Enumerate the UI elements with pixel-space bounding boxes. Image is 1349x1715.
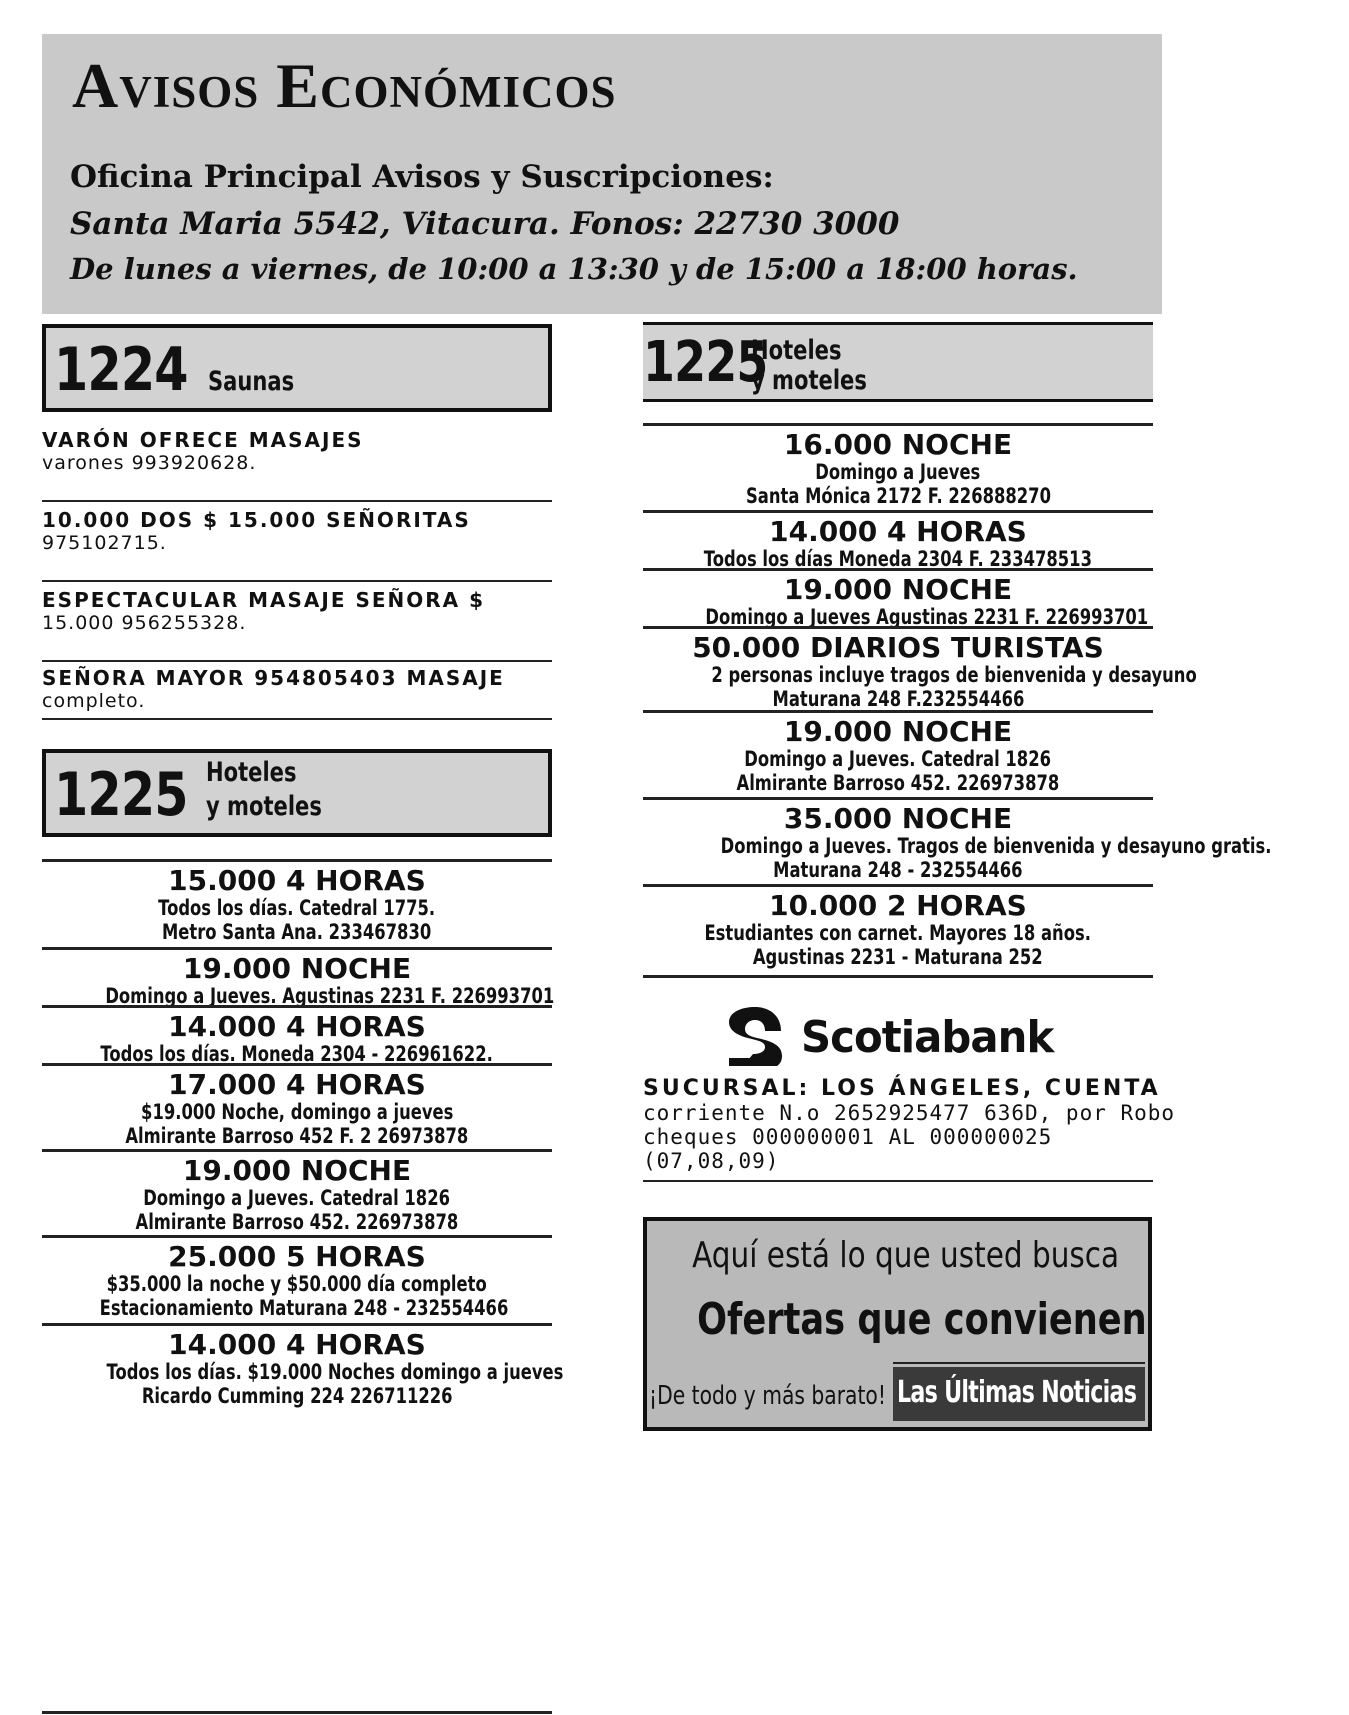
- promo-box: [643, 1217, 1152, 1431]
- ad-title: 19.000 NOCHE: [783, 715, 1013, 748]
- ad-title: 25.000 5 HORAS: [168, 1240, 426, 1273]
- ad-line: Estacionamiento Maturana 248 - 232554466: [99, 1296, 509, 1320]
- ad-line: Domingo a Jueves. Catedral 1826: [143, 1186, 451, 1210]
- ad-title: 50.000 DIARIOS TURISTAS: [692, 631, 1104, 664]
- ad-heading: ESPECTACULAR MASAJE SEÑORA $: [42, 588, 486, 612]
- section-number: 1225: [54, 760, 188, 830]
- section-label: Saunas: [208, 366, 295, 397]
- ad-line: Santa Mónica 2172 F. 226888270: [745, 484, 1051, 508]
- promo-slogan: Ofertas que convienen: [697, 1294, 1147, 1345]
- ad-title: 19.000 NOCHE: [182, 1154, 412, 1187]
- ad-line: Maturana 248 - 232554466: [773, 858, 1023, 882]
- ad-line: Todos los días. Moneda 2304 - 226961622.: [100, 1042, 494, 1066]
- hotel-ads-left: [42, 859, 564, 1715]
- hotel-ad: [643, 884, 1153, 975]
- hotel-ad: [643, 797, 1272, 884]
- scotiabank-s-logo-icon: [725, 1004, 785, 1066]
- ad-line: Todos los días. $19.000 Noches domingo a jueves: [106, 1360, 564, 1384]
- ad-line: Maturana 248 F.232554466: [772, 687, 1024, 711]
- section-header-hoteles: [42, 749, 552, 837]
- ad-heading: VARÓN OFRECE MASAJES: [42, 428, 364, 452]
- hotel-ads-right: [643, 423, 1272, 979]
- ad-line: Metro Santa Ana. 233467830: [162, 920, 432, 944]
- ad-line: 2 personas incluye tragos de bienvenida y desayuno: [711, 663, 1197, 687]
- divider: [643, 975, 1153, 978]
- classified-ad: [42, 658, 552, 720]
- section-label: y moteles: [206, 791, 322, 822]
- ad-line: Almirante Barroso 452. 226973878: [736, 771, 1060, 795]
- promo-line: Aquí está lo que usted busca: [692, 1235, 1120, 1276]
- classified-ad: [42, 580, 552, 662]
- ad-line: Domingo a Jueves. Catedral 1826: [744, 747, 1052, 771]
- ad-line: Almirante Barroso 452 F. 2 26973878: [125, 1124, 469, 1148]
- ad-title: 16.000 NOCHE: [783, 428, 1013, 461]
- section-label: Hoteles: [751, 335, 842, 366]
- ad-line: Todos los días Moneda 2304 F. 233478513: [703, 547, 1093, 571]
- notice-line: corriente N.o 2652925477 636D, por Robo: [643, 1101, 1176, 1125]
- hotel-ad: [643, 423, 1153, 510]
- ad-text: 975102715.: [42, 532, 167, 554]
- section-label: y moteles: [751, 365, 867, 396]
- notice-heading: SUCURSAL: LOS ÁNGELES, CUENTA: [643, 1076, 1161, 1101]
- hotel-ad: [42, 1063, 552, 1149]
- divider: [893, 1362, 1145, 1364]
- ad-title: 17.000 4 HORAS: [168, 1068, 426, 1101]
- page-title: Avisos Económicos: [72, 50, 617, 121]
- ad-text: varones 993920628.: [42, 452, 257, 474]
- office-hours: De lunes a viernes, de 10:00 a 13:30 y de 15:00 a 18:00 horas.: [70, 252, 1078, 286]
- ad-title: 14.000 4 HORAS: [769, 515, 1027, 548]
- ad-title: 14.000 4 HORAS: [168, 1010, 426, 1043]
- promo-tagline: ¡De todo y más barato!: [649, 1381, 886, 1411]
- ad-line: $35.000 la noche y $50.000 día completo: [106, 1272, 488, 1296]
- section-header-hoteles: [643, 322, 1153, 402]
- ad-line: Todos los días. Catedral 1775.: [158, 896, 436, 920]
- ad-line: Ricardo Cumming 224 226711226: [141, 1384, 453, 1408]
- office-heading: Oficina Principal Avisos y Suscripciones:: [70, 159, 774, 195]
- section-number: 1225: [643, 330, 768, 395]
- notice-line: cheques 000000001 AL 000000025: [643, 1125, 1053, 1149]
- ad-heading: SEÑORA MAYOR 954805403 MASAJE: [42, 666, 505, 690]
- hotel-ad: [643, 626, 1197, 711]
- classified-ad: [42, 500, 552, 582]
- header-banner: [42, 34, 1162, 314]
- ad-title: 14.000 4 HORAS: [168, 1328, 426, 1361]
- ad-line: Domingo a Jueves. Agustinas 2231 F. 226993701: [105, 984, 555, 1008]
- hotel-ad: [42, 947, 555, 1008]
- ad-text: 15.000 956255328.: [42, 612, 247, 634]
- ad-line: Agustinas 2231 - Maturana 252: [753, 945, 1043, 969]
- section-header-saunas: [42, 324, 552, 412]
- ad-text: completo.: [42, 690, 146, 712]
- hotel-ad: [643, 568, 1153, 629]
- ad-line: Domingo a Jueves. Tragos de bienvenida y desayuno gratis.: [720, 834, 1272, 858]
- ad-title: 35.000 NOCHE: [783, 802, 1013, 835]
- office-address: Santa Maria 5542, Vitacura. Fonos: 22730 3000: [70, 206, 900, 242]
- ad-title: 15.000 4 HORAS: [168, 864, 426, 897]
- hotel-ad: [42, 1323, 564, 1411]
- classified-ad: [42, 420, 552, 502]
- ad-line: Estudiantes con carnet. Mayores 18 años.: [704, 921, 1092, 945]
- ad-line: $19.000 Noche, domingo a jueves: [140, 1100, 454, 1124]
- ad-title: 19.000 NOCHE: [182, 952, 412, 985]
- hotel-ad: [42, 1005, 552, 1066]
- newspaper-logo: [893, 1367, 1145, 1421]
- divider: [42, 1711, 552, 1714]
- ad-heading: 10.000 DOS $ 15.000 SEÑORITAS: [42, 508, 471, 532]
- scotiabank-notice: [643, 998, 1176, 1182]
- section-number: 1224: [54, 335, 188, 405]
- ad-title: 19.000 NOCHE: [783, 573, 1013, 606]
- section-label: Hoteles: [206, 757, 297, 788]
- hotel-ad: [42, 1149, 552, 1235]
- notice-line: (07,08,09): [643, 1149, 780, 1173]
- bank-name: Scotiabank: [801, 1012, 1054, 1063]
- newspaper-name: Las Últimas Noticias: [897, 1375, 1137, 1410]
- hotel-ad: [643, 710, 1153, 797]
- hotel-ad: [643, 510, 1153, 571]
- hotel-ad: [42, 859, 552, 947]
- ad-title: 10.000 2 HORAS: [769, 889, 1027, 922]
- hotel-ad: [42, 1235, 552, 1323]
- ad-line: Domingo a Jueves: [815, 460, 981, 484]
- ad-line: Almirante Barroso 452. 226973878: [135, 1210, 459, 1234]
- ad-line: Domingo a Jueves Agustinas 2231 F. 226993701: [705, 605, 1149, 629]
